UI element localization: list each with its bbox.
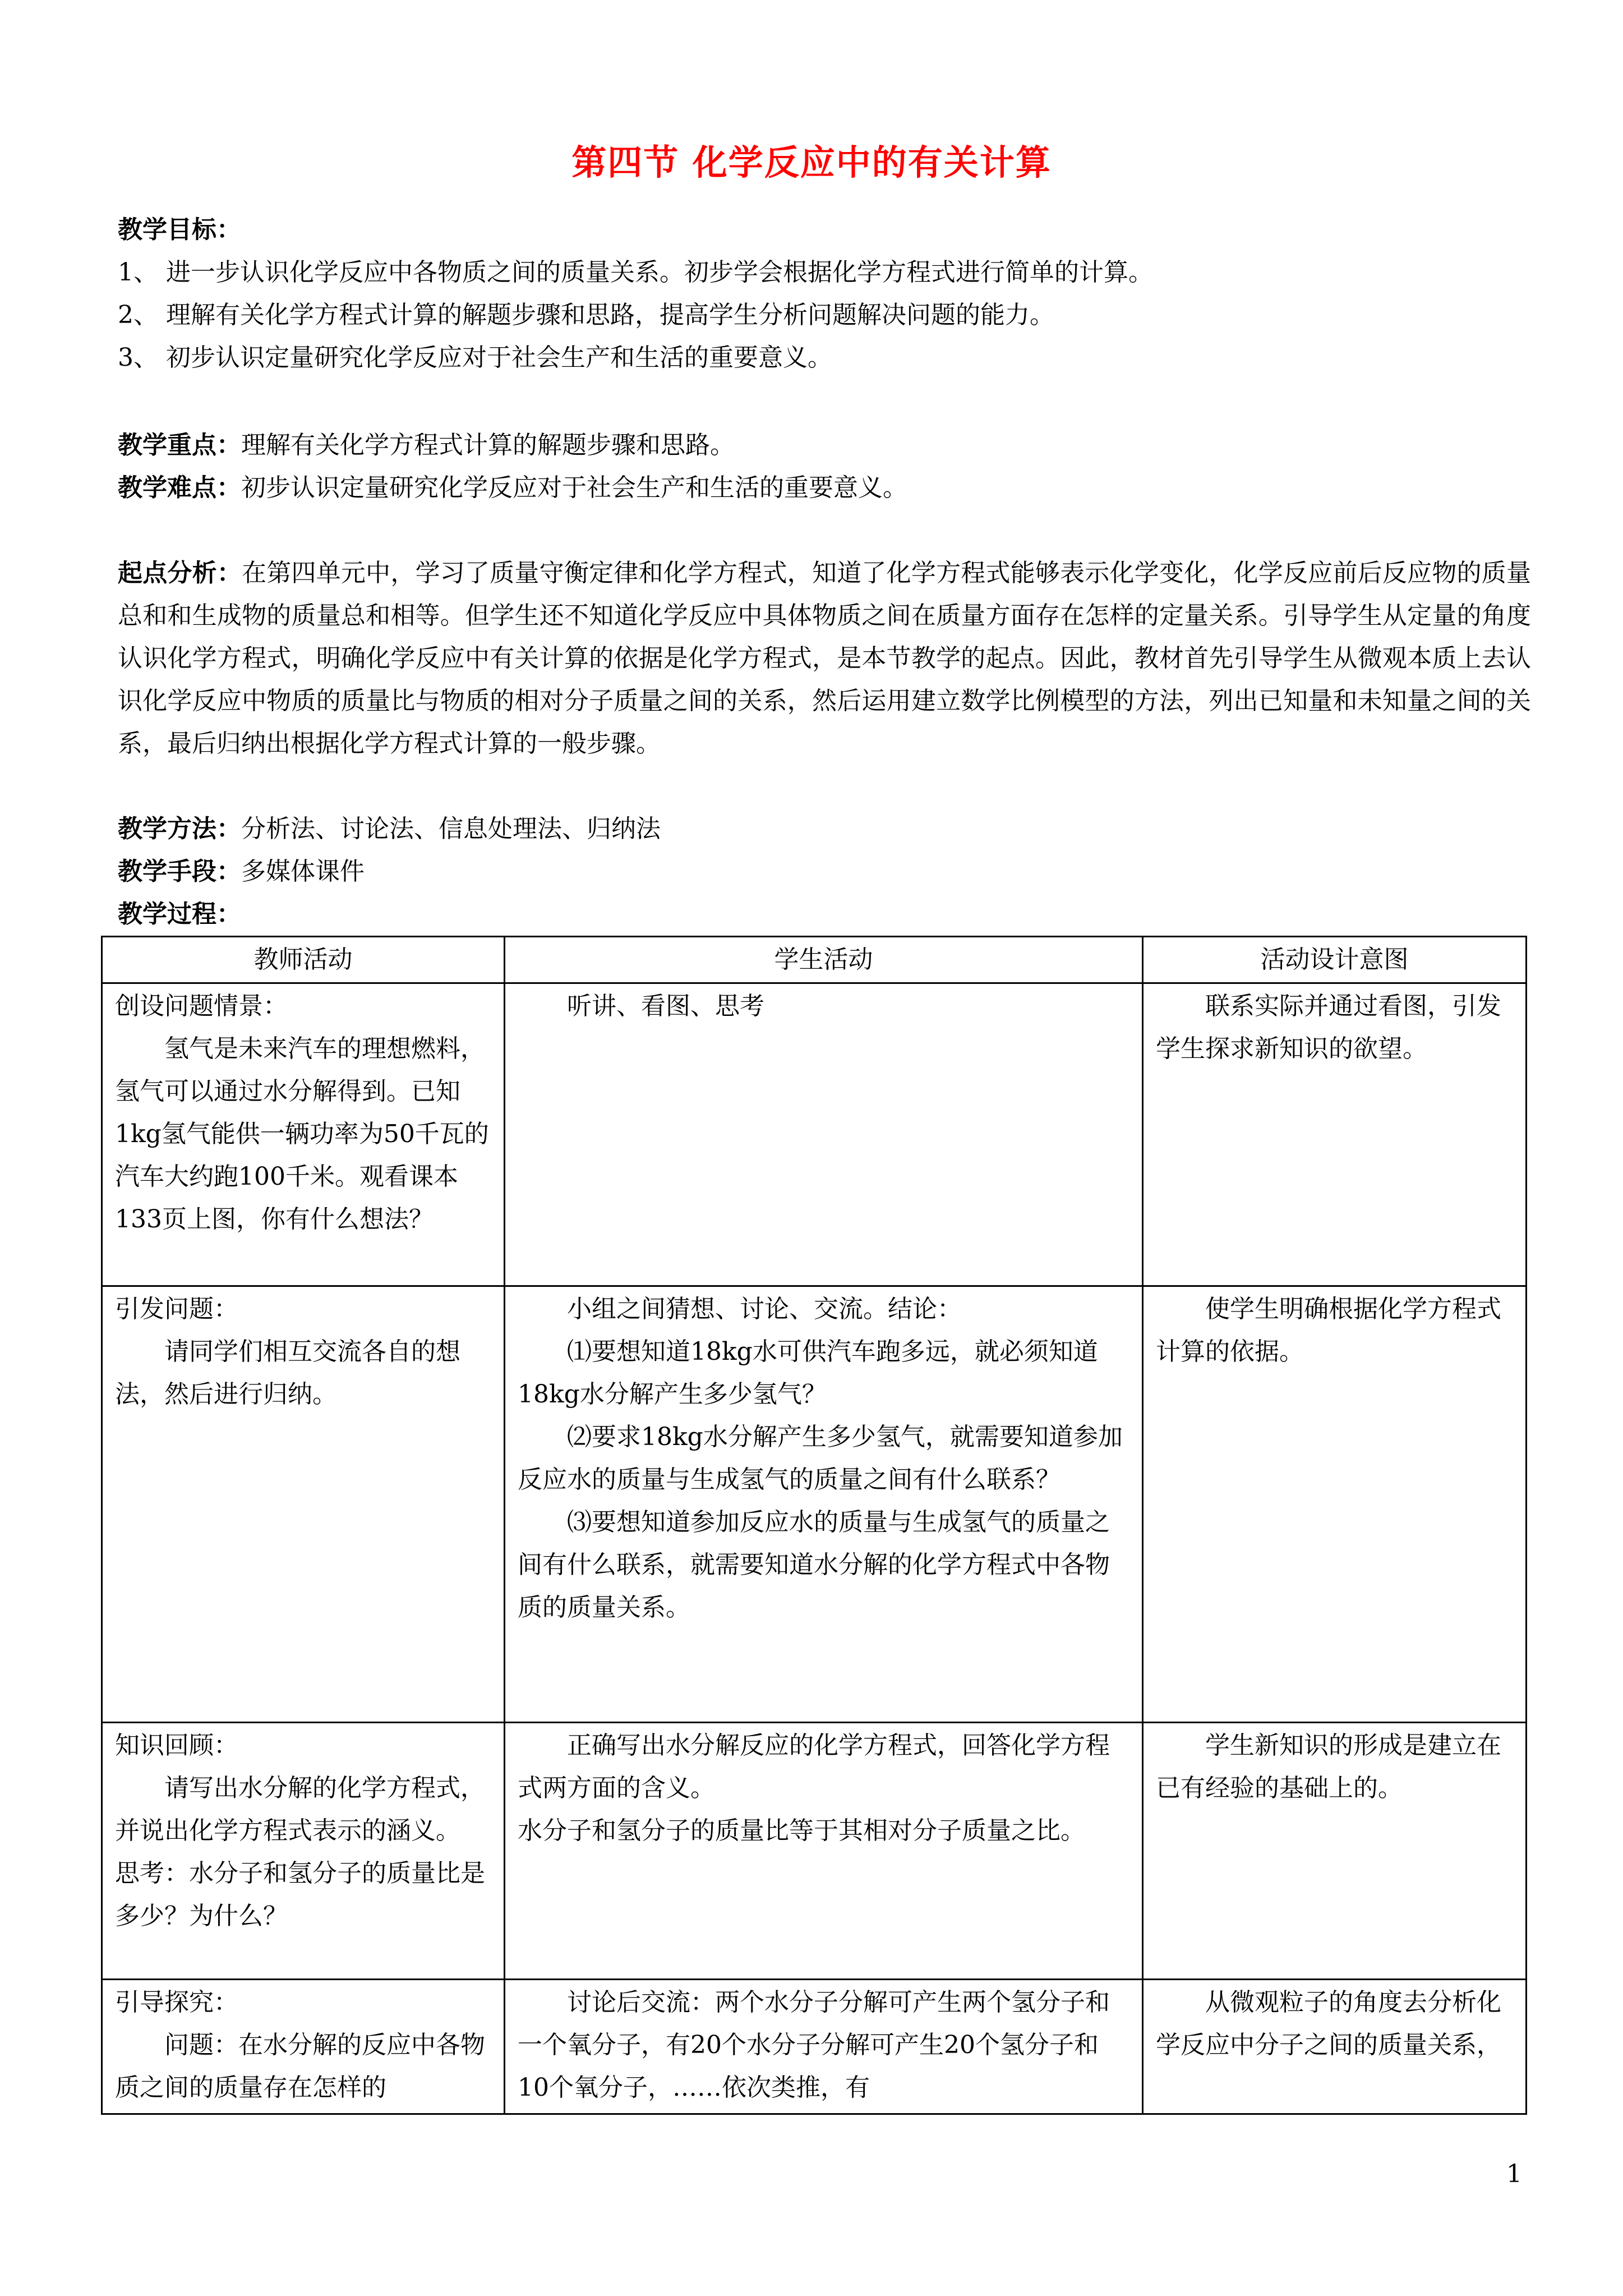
purpose-text: 学生新知识的形成是建立在已有经验的基础上的。 <box>1156 1731 1501 1802</box>
key-and-difficulty <box>118 424 1531 509</box>
student-cell <box>505 1286 1143 1723</box>
goals-heading: 教学目标： <box>118 215 241 244</box>
teacher-title: 引导探究： <box>115 1988 238 2017</box>
teaching-goals <box>118 209 1531 379</box>
key-point <box>118 424 1531 467</box>
purpose-cell <box>1143 1723 1527 1980</box>
key-point-label: 教学重点： <box>118 431 241 459</box>
methods-label: 教学方法： <box>118 815 241 843</box>
teacher-extra: 思考：水分子和氢分子的质量比是多少？为什么？ <box>115 1859 485 1930</box>
methods-section <box>118 808 1531 936</box>
teacher-cell <box>102 1286 505 1723</box>
teacher-cell <box>102 1723 505 1980</box>
teacher-title: 引发问题： <box>115 1295 238 1323</box>
student-text: 听讲、看图、思考 <box>567 992 764 1020</box>
difficulty-label: 教学难点： <box>118 473 241 502</box>
teacher-text: 请同学们相互交流各自的想法，然后进行归纳。 <box>115 1337 460 1409</box>
table-row <box>102 1286 1527 1723</box>
student-text: ⑶要想知道参加反应水的质量与生成氢气的质量之间有什么联系，就需要知道水分解的化学方程式中各物质的质量关系。 <box>518 1508 1110 1622</box>
goal-item: 2、 理解有关化学方程式计算的解题步骤和思路，提高学生分析问题解决问题的能力。 <box>118 301 1054 329</box>
goal-item: 1、 进一步认识化学反应中各物质之间的质量关系。初步学会根据化学方程式进行简单的计算。 <box>118 258 1153 287</box>
analysis-label: 起点分析： <box>118 559 242 587</box>
means-text: 多媒体课件 <box>241 857 365 886</box>
goal-item: 3、 初步认识定量研究化学反应对于社会生产和生活的重要意义。 <box>118 343 832 372</box>
student-text: 小组之间猜想、讨论、交流。结论： <box>567 1295 962 1323</box>
teacher-text: 请写出水分解的化学方程式，并说出化学方程式表示的涵义。 <box>115 1774 485 1845</box>
table-row <box>102 1980 1527 2114</box>
student-text: 讨论后交流：两个水分子分解可产生两个氢分子和一个氧分子，有20个水分子分解可产生20个氢分子和10个氧分子，……依次类推，有 <box>518 1988 1110 2102</box>
starting-point-analysis <box>118 552 1531 765</box>
col-header-purpose: 活动设计意图 <box>1143 937 1527 983</box>
purpose-text: 使学生明确根据化学方程式计算的依据。 <box>1156 1295 1501 1366</box>
difficulty-text: 初步认识定量研究化学反应对于社会生产和生活的重要意义。 <box>241 473 907 502</box>
purpose-text: 联系实际并通过看图，引发学生探求新知识的欲望。 <box>1156 992 1501 1063</box>
page-title: 第四节 化学反应中的有关计算 <box>571 142 1052 183</box>
purpose-cell <box>1143 1980 1527 2114</box>
purpose-cell <box>1143 1286 1527 1723</box>
teacher-text: 问题：在水分解的反应中各物质之间的质量存在怎样的 <box>115 2031 485 2102</box>
page-number: 1 <box>1506 2160 1522 2188</box>
key-point-text: 理解有关化学方程式计算的解题步骤和思路。 <box>241 431 735 459</box>
col-header-teacher: 教师活动 <box>102 937 505 983</box>
process-label: 教学过程： <box>118 900 241 928</box>
teacher-text: 氢气是未来汽车的理想燃料，氢气可以通过水分解得到。已知1kg氢气能供一辆功率为50千瓦的汽车大约跑100千米。观看课本133页上图，你有什么想法？ <box>115 1034 489 1234</box>
analysis-text: 在第四单元中，学习了质量守衡定律和化学方程式，知道了化学方程式能够表示化学变化，化学反应前后反应物的质量总和和生成物的质量总和相等。但学生还不知道化学反应中具体物质之间在质量方面存在怎样的定量关系。引导学生从定量的角度认识化学方程式，明确化学反应中有关计算的依据是化学方程式，是本节教学的起点。因此，教材首先引导学生从微观本质上去认识化学反应中物质的质量比与物质的相对分子质量之间的关系，然后运用建立数学比例模型的方法，列出已知量和未知量之间的关系，最后归纳出根据化学方程式计算的一般步骤。 <box>118 559 1532 758</box>
teacher-title: 创设问题情景： <box>115 992 288 1020</box>
student-text: ⑴要想知道18kg水可供汽车跑多远，就必须知道18kg水分解产生多少氢气？ <box>518 1337 1098 1409</box>
purpose-text: 从微观粒子的角度去分析化学反应中分子之间的质量关系， <box>1156 1988 1501 2059</box>
methods <box>118 808 1531 850</box>
means <box>118 850 1531 893</box>
means-label: 教学手段： <box>118 857 241 886</box>
student-text: ⑵要求18kg水分解产生多少氢气，就需要知道参加反应水的质量与生成氢气的质量之间有什么联系？ <box>518 1423 1123 1494</box>
student-cell <box>505 1980 1143 2114</box>
table-header-row <box>102 937 1527 983</box>
methods-text: 分析法、讨论法、信息处理法、归纳法 <box>241 815 661 843</box>
teacher-cell <box>102 1980 505 2114</box>
table-row <box>102 983 1527 1286</box>
student-cell <box>505 1723 1143 1980</box>
teacher-cell <box>102 983 505 1286</box>
student-cell <box>505 983 1143 1286</box>
table-row <box>102 1723 1527 1980</box>
purpose-cell <box>1143 983 1527 1286</box>
student-text: 正确写出水分解反应的化学方程式，回答化学方程式两方面的含义。 <box>518 1731 1110 1802</box>
difficulty <box>118 467 1531 509</box>
col-header-student: 学生活动 <box>505 937 1143 983</box>
student-text: 水分子和氢分子的质量比等于其相对分子质量之比。 <box>518 1816 1085 1845</box>
teaching-process-table <box>101 936 1527 2115</box>
teacher-title: 知识回顾： <box>115 1731 238 1760</box>
